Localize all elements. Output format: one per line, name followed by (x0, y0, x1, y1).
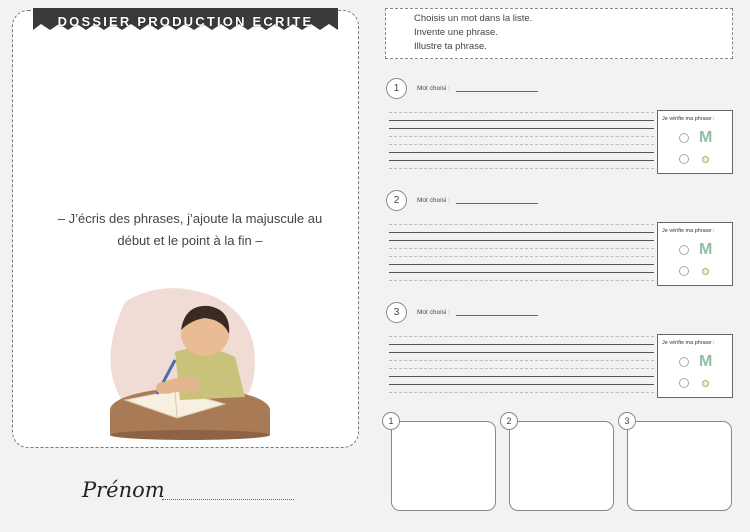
check-title-1: Je vérifie ma phrase : (662, 116, 715, 122)
instruction-illustrate: Illustre ta phrase. (414, 41, 487, 52)
check-majuscule-radio-3[interactable] (679, 357, 689, 367)
mot-choisi-label-1: Mot choisi : (417, 85, 450, 92)
check-title-3: Je vérifie ma phrase : (662, 340, 715, 346)
exercise-number-3: 3 (386, 302, 407, 323)
drawing-box-2[interactable] (509, 421, 614, 511)
writing-lines-2[interactable] (389, 222, 654, 286)
check-majuscule-radio-1[interactable] (679, 133, 689, 143)
title-banner (33, 8, 338, 34)
exercise-number-1: 1 (386, 78, 407, 99)
drawing-box-1[interactable] (391, 421, 496, 511)
exercise-number-2: 2 (386, 190, 407, 211)
child-writing-illustration (105, 282, 270, 442)
check-title-2: Je vérifie ma phrase : (662, 228, 715, 234)
majuscule-icon-2: M (699, 241, 713, 258)
instruction-line-2: début et le point à la fin – (117, 233, 263, 248)
check-box-1 (657, 110, 733, 174)
majuscule-icon-3: M (699, 353, 713, 370)
writing-lines-1[interactable] (389, 110, 654, 174)
drawing-box-3[interactable] (627, 421, 732, 511)
check-point-radio-2[interactable] (679, 266, 689, 276)
dot-icon (702, 156, 709, 163)
writing-lines-3[interactable] (389, 334, 654, 398)
mot-choisi-label-2: Mot choisi : (417, 197, 450, 204)
drawing-number-1: 1 (382, 412, 400, 430)
cover-instruction (40, 208, 340, 252)
prenom-label: Prénom (82, 478, 165, 502)
check-majuscule-radio-2[interactable] (679, 245, 689, 255)
majuscule-icon-1: M (699, 129, 713, 146)
drawing-number-2: 2 (500, 412, 518, 430)
check-box-2 (657, 222, 733, 286)
mot-choisi-field-2[interactable] (456, 203, 538, 204)
check-box-3 (657, 334, 733, 398)
dot-icon (702, 380, 709, 387)
prenom-input-line[interactable] (162, 499, 294, 500)
dot-icon (702, 268, 709, 275)
instruction-invent: Invente une phrase. (414, 27, 498, 38)
instructions-box (385, 8, 733, 59)
mot-choisi-label-3: Mot choisi : (417, 309, 450, 316)
instruction-line-1: – J’écris des phrases, j’ajoute la majuscule au (57, 211, 323, 226)
check-point-radio-1[interactable] (679, 154, 689, 164)
check-point-radio-3[interactable] (679, 378, 689, 388)
cover-title: DOSSIER PRODUCTION ECRITE (57, 13, 314, 29)
mot-choisi-field-3[interactable] (456, 315, 538, 316)
drawing-number-3: 3 (618, 412, 636, 430)
instruction-choose: Choisis un mot dans la liste. (414, 13, 533, 24)
mot-choisi-field-1[interactable] (456, 91, 538, 92)
